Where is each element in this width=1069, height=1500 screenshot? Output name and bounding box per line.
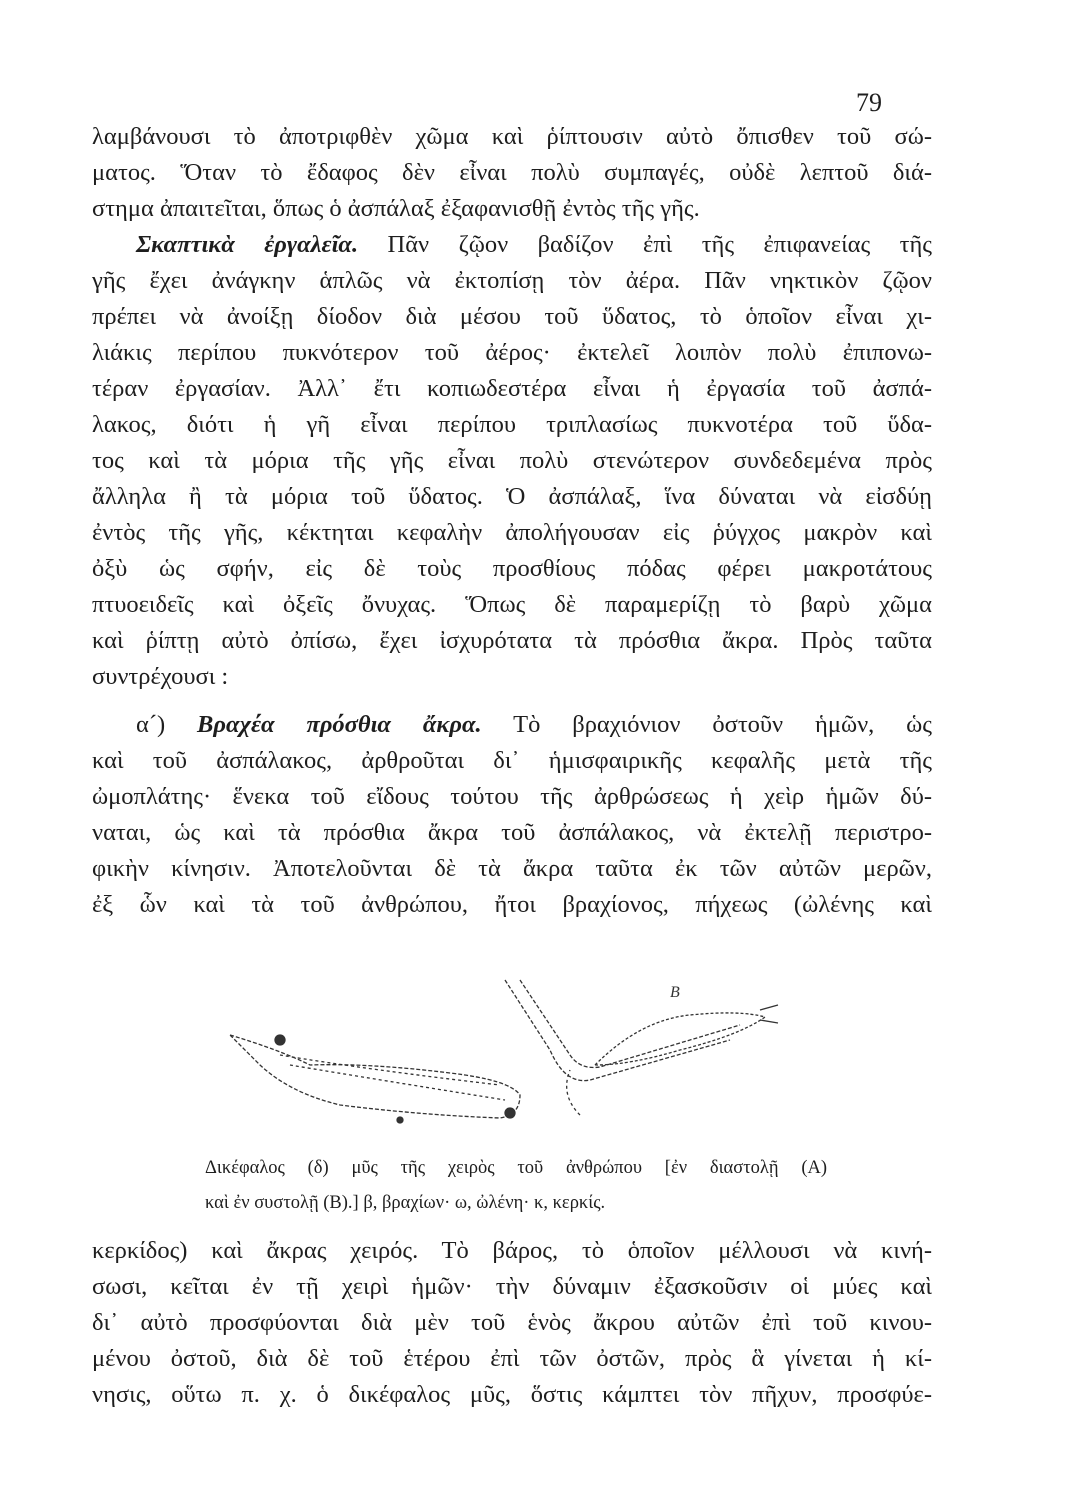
section-heading-line — [136, 230, 932, 260]
text-line: καὶ ῥίπτῃ αὐτὸ ὀπίσω, ἔχει ἰσχυρότατα τὰ πρόσθια ἄκρα. Πρὸς ταῦτα — [92, 627, 932, 654]
text-line: λιάκις περίπου πυκνότερον τοῦ ἀέρος· ἐκτελεῖ λοιπὸν πολὺ ἐπιπονω- — [92, 339, 932, 366]
text-line: ναται, ὡς καὶ τὰ πρόσθια ἄκρα τοῦ ἀσπάλακος, νὰ ἐκτελῇ περιστρο- — [92, 819, 932, 846]
text-line: φικὴν κίνησιν. Ἀποτελοῦνται δὲ τὰ ἄκρα ταῦτα ἐκ τῶν αὐτῶν μερῶν, — [92, 855, 932, 882]
text-line: ἄλληλα ἢ τὰ μόρια τοῦ ὕδατος. Ὁ ἀσπάλαξ, ἵνα δύναται νὰ εἰσδύῃ — [92, 483, 932, 510]
text-line: γῆς ἔχει ἀνάγκην ἁπλῶς νὰ ἐκτοπίσῃ τὸν ἀέρα. Πᾶν νηκτικὸν ζῷον — [92, 267, 932, 294]
arm-extended-drawing — [230, 1035, 520, 1123]
text-line: ἐντὸς τῆς γῆς, κέκτηται κεφαλὴν ἀπολήγουσαν εἰς ῥύγχος μακρὸν καὶ — [92, 519, 932, 546]
text-line: λαμβάνουσι τὸ ἀποτριφθὲν χῶμα καὶ ῥίπτουσιν αὐτὸ ὄπισθεν τοῦ σώ- — [92, 123, 932, 150]
arm-contracted-drawing — [505, 980, 778, 1115]
text-line: τος καὶ τὰ μόρια τῆς γῆς εἶναι πολὺ στενώτερον συνδεδεμένα πρὸς — [92, 447, 932, 474]
text-line: ὀξὺ ὡς σφήν, εἰς δὲ τοὺς προσθίους πόδας φέρει μακροτάτους — [92, 555, 932, 582]
text-line: συντρέχουσι : — [92, 663, 229, 690]
section-heading-line — [136, 710, 932, 740]
list-marker: α´) — [136, 711, 166, 738]
text-line: τέραν ἐργασίαν. Ἀλλ᾽ ἔτι κοπιωδεστέρα εἶναι ἡ ἐργασία τοῦ ἀσπά- — [92, 375, 932, 402]
text-line: μένου ὀστοῦ, διὰ δὲ τοῦ ἑτέρου ἐπὶ τῶν ὀστῶν, πρὸς ἃ γίνεται ἡ κί- — [92, 1345, 932, 1372]
text-line: ὠμοπλάτης· ἕνεκα τοῦ εἴδους τούτου τῆς ἀρθρώσεως ἡ χεὶρ ἡμῶν δύ- — [92, 783, 932, 810]
figure-caption-line: Δικέφαλος (δ) μῦς τῆς χειρὸς τοῦ ἀνθρώπου [ἐν διαστολῇ (A) — [205, 1158, 827, 1178]
text-line: δι᾽ αὐτὸ προσφύονται διὰ μὲν τοῦ ἑνὸς ἄκρου αὐτῶν ἐπὶ τοῦ κινου- — [92, 1309, 932, 1336]
biceps-figure — [220, 955, 780, 1155]
text-span: Τὸ βραχιόνιον ὀστοῦν ἡμῶν, ὡς — [513, 711, 932, 738]
text-span: Πᾶν ζῷον βαδίζον ἐπὶ τῆς ἐπιφανείας τῆς — [387, 231, 933, 258]
text-line: ἐξ ὧν καὶ τὰ τοῦ ἀνθρώπου, ἤτοι βραχίονος, πήχεως (ὠλένης καὶ — [92, 891, 932, 918]
text-line: σωσι, κεῖται ἐν τῇ χειρὶ ἡμῶν· τὴν δύναμιν ἐξασκοῦσιν οἱ μύες καὶ — [92, 1273, 932, 1300]
figure-label-b: B — [670, 984, 680, 1001]
text-line: πρέπει νὰ ἀνοίξῃ δίοδον διὰ μέσου τοῦ ὕδατος, τὸ ὁποῖον εἶναι χι- — [92, 303, 932, 330]
text-line: στημα ἀπαιτεῖται, ὅπως ὁ ἀσπάλαξ ἐξαφανισθῇ ἐντὸς τῆς γῆς. — [92, 195, 700, 222]
text-line: κερκίδος) καὶ ἄκρας χειρός. Τὸ βάρος, τὸ ὁποῖον μέλλουσι νὰ κινή- — [92, 1237, 932, 1264]
section-heading: Σκαπτικὰ ἐργαλεῖα. — [136, 231, 359, 258]
text-line: ματος. Ὅταν τὸ ἔδαφος δὲν εἶναι πολὺ συμπαγές, οὐδὲ λεπτοῦ διά- — [92, 159, 932, 186]
text-line: νησις, οὕτω π. χ. ὁ δικέφαλος μῦς, ὅστις κάμπτει τὸν πῆχυν, προσφύε- — [92, 1381, 932, 1408]
figure-caption-line: καὶ ἐν συστολῇ (B).] β, βραχίων· ω, ὠλένη· κ, κερκίς. — [205, 1193, 606, 1213]
section-heading: Βραχέα πρόσθια ἄκρα. — [197, 711, 482, 738]
text-line: καὶ τοῦ ἀσπάλακος, ἀρθροῦται δι᾽ ἡμισφαιρικῆς κεφαλῆς μετὰ τῆς — [92, 747, 932, 774]
page-number: 79 — [856, 88, 882, 117]
text-line: πτυοειδεῖς καὶ ὀξεῖς ὄνυχας. Ὅπως δὲ παραμερίζῃ τὸ βαρὺ χῶμα — [92, 591, 932, 618]
text-line: λακος, διότι ἡ γῆ εἶναι περίπου τριπλασίως πυκνοτέρα τοῦ ὕδα- — [92, 411, 932, 438]
